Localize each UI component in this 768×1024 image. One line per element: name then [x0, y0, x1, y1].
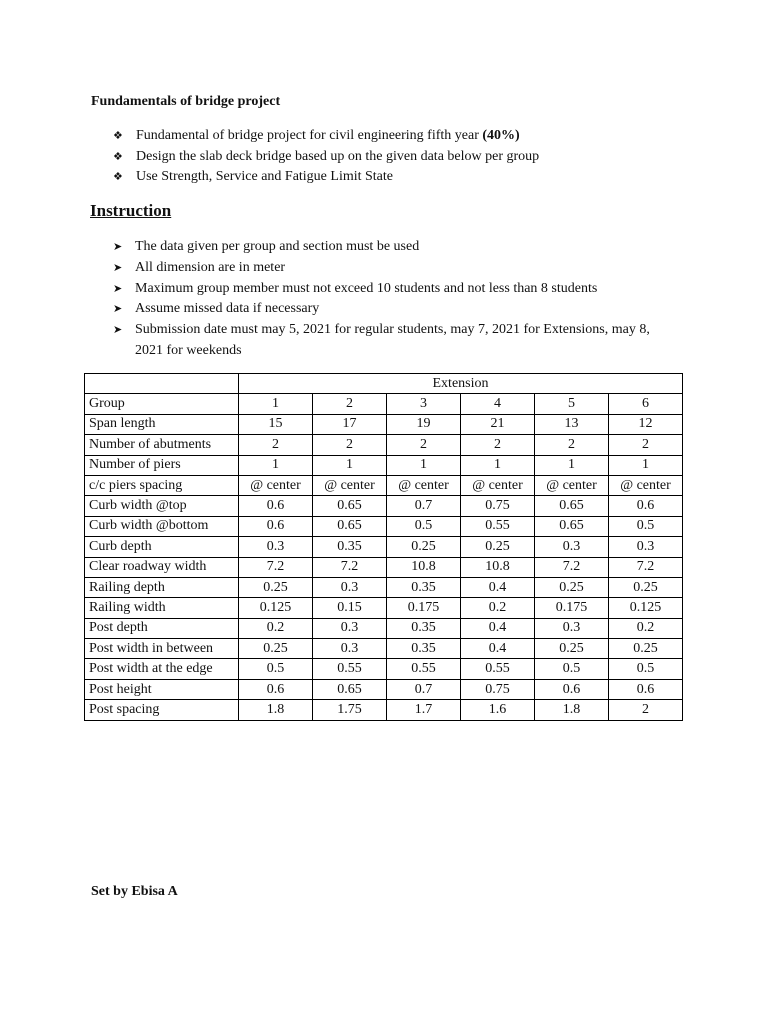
table-cell: 1	[387, 455, 461, 475]
instruction-text: Submission date must may 5, 2021 for regular students, may 7, 2021 for Extensions, may 8, 2021 for weekends	[135, 322, 650, 358]
table-cell: 1.6	[461, 700, 535, 720]
instruction-item	[113, 320, 673, 362]
table-cell: @ center	[387, 475, 461, 495]
table-cell: @ center	[239, 475, 313, 495]
table-cell: 2	[387, 435, 461, 455]
row-label: Curb depth	[85, 537, 239, 557]
arrow-bullet-icon: ➤	[113, 282, 123, 295]
table-cell: 0.55	[387, 659, 461, 679]
table-cell: 0.6	[609, 496, 683, 516]
table-cell: 0.65	[535, 496, 609, 516]
table-cell: 10.8	[387, 557, 461, 577]
table-cell: 0.35	[387, 577, 461, 597]
table-cell: 1.8	[535, 700, 609, 720]
table-cell: 1	[239, 455, 313, 475]
table-cell: 0.5	[609, 659, 683, 679]
table-row	[85, 516, 683, 536]
table-cell: 0.35	[387, 639, 461, 659]
table-cell: 0.175	[535, 598, 609, 618]
arrow-bullet-icon: ➤	[113, 324, 123, 337]
table-cell: 0.4	[461, 618, 535, 638]
table-cell: 17	[313, 414, 387, 434]
author-footer: Set by Ebisa A	[91, 884, 178, 899]
table-cell: 0.7	[387, 496, 461, 516]
table-cell: 0.25	[387, 537, 461, 557]
table-cell: 0.75	[461, 679, 535, 699]
table-cell: 0.75	[461, 496, 535, 516]
table-cell: 7.2	[535, 557, 609, 577]
table-cell: 1.8	[239, 700, 313, 720]
table-cell: 0.65	[313, 496, 387, 516]
row-label: Curb width @top	[85, 496, 239, 516]
table-cell: 0.5	[609, 516, 683, 536]
table-cell: 0.6	[609, 679, 683, 699]
arrow-bullet-icon: ➤	[113, 241, 123, 253]
table-row	[85, 557, 683, 577]
table-cell: 1	[461, 455, 535, 475]
row-label: Post width at the edge	[85, 659, 239, 679]
table-cell: 6	[609, 394, 683, 414]
table-row	[85, 414, 683, 434]
table-cell: @ center	[313, 475, 387, 495]
table-cell: 0.125	[239, 598, 313, 618]
table-cell: 0.35	[387, 618, 461, 638]
row-label: Clear roadway width	[85, 557, 239, 577]
row-label: Span length	[85, 414, 239, 434]
table-cell: 0.3	[609, 537, 683, 557]
arrow-bullet-icon: ➤	[113, 303, 123, 316]
table-row	[85, 679, 683, 699]
table-cell: 0.55	[461, 516, 535, 536]
row-label: Number of abutments	[85, 435, 239, 455]
table-cell: 0.25	[535, 639, 609, 659]
table-row	[85, 496, 683, 516]
table-cell: 0.25	[609, 639, 683, 659]
row-label: Railing width	[85, 598, 239, 618]
table-cell: 4	[461, 394, 535, 414]
table-cell: @ center	[535, 475, 609, 495]
table-cell: 0.5	[535, 659, 609, 679]
table-cell: 0.3	[535, 618, 609, 638]
table-cell: 1	[535, 455, 609, 475]
table-cell: 0.6	[239, 679, 313, 699]
table-row	[85, 639, 683, 659]
document-title: Fundamentals of bridge project	[91, 94, 281, 109]
table-cell: 7.2	[313, 557, 387, 577]
table-row	[85, 700, 683, 720]
objective-item	[113, 147, 539, 168]
table-cell: 0.65	[313, 679, 387, 699]
table-cell: 0.25	[239, 577, 313, 597]
table-cell: 0.25	[535, 577, 609, 597]
instruction-item	[113, 299, 673, 320]
table-cell: 0.55	[461, 659, 535, 679]
objective-text: Fundamental of bridge project for civil engineering fifth year (40%)	[136, 128, 520, 143]
table-cell: 2	[609, 435, 683, 455]
row-label: Post spacing	[85, 700, 239, 720]
table-cell: 0.25	[461, 537, 535, 557]
table-cell: 0.65	[313, 516, 387, 536]
table-cell: 0.5	[387, 516, 461, 536]
instruction-item	[113, 258, 673, 279]
row-label: Post depth	[85, 618, 239, 638]
table-cell: @ center	[609, 475, 683, 495]
table-row	[85, 598, 683, 618]
table-cell: 0.2	[609, 618, 683, 638]
table-cell: 1.75	[313, 700, 387, 720]
table-header-extension: Extension	[239, 374, 683, 394]
table-cell: 5	[535, 394, 609, 414]
diamond-bullet-icon: ❖	[113, 130, 123, 142]
instruction-item	[113, 279, 673, 300]
table-row	[85, 577, 683, 597]
instruction-list	[113, 237, 673, 362]
arrow-bullet-icon: ➤	[113, 261, 123, 274]
table-row	[85, 537, 683, 557]
table-cell: 0.25	[239, 639, 313, 659]
row-label: Number of piers	[85, 455, 239, 475]
table-cell: 0.55	[313, 659, 387, 679]
diamond-bullet-icon: ❖	[113, 171, 123, 183]
instruction-text: Maximum group member must not exceed 10 students and not less than 8 students	[135, 280, 598, 296]
table-cell: 7.2	[609, 557, 683, 577]
row-label: Railing depth	[85, 577, 239, 597]
table-cell: 21	[461, 414, 535, 434]
table-cell: 0.25	[609, 577, 683, 597]
table-cell: 10.8	[461, 557, 535, 577]
table-cell: 19	[387, 414, 461, 434]
table-cell: 15	[239, 414, 313, 434]
table-corner-cell	[85, 374, 239, 394]
table-row	[85, 435, 683, 455]
table-cell: 0.3	[313, 577, 387, 597]
table-cell: 7.2	[239, 557, 313, 577]
table-cell: 3	[387, 394, 461, 414]
instruction-text: All dimension are in meter	[135, 259, 286, 275]
row-label: Post width in between	[85, 639, 239, 659]
table-cell: 0.3	[313, 639, 387, 659]
objectives-list	[113, 126, 539, 188]
table-cell: 2	[609, 700, 683, 720]
instruction-item	[113, 237, 673, 258]
table-row	[85, 455, 683, 475]
row-label: Post height	[85, 679, 239, 699]
objective-item	[113, 167, 539, 188]
objective-text: Design the slab deck bridge based up on the given data below per group	[136, 148, 540, 164]
table-cell: 2	[535, 435, 609, 455]
table-cell: 0.15	[313, 598, 387, 618]
table-cell: 0.65	[535, 516, 609, 536]
row-label: Group	[85, 394, 239, 414]
table-cell: 0.4	[461, 639, 535, 659]
objective-text: Use Strength, Service and Fatigue Limit State	[136, 169, 394, 184]
table-cell: 0.125	[609, 598, 683, 618]
table-cell: 1	[313, 455, 387, 475]
table-row	[85, 394, 683, 414]
instruction-text: The data given per group and section must be used	[135, 239, 420, 254]
table-cell: 0.6	[239, 496, 313, 516]
table-cell: 0.4	[461, 577, 535, 597]
table-cell: 0.7	[387, 679, 461, 699]
table-cell: 0.5	[239, 659, 313, 679]
table-cell: 0.6	[239, 516, 313, 536]
table-header-row	[85, 374, 683, 394]
group-data-table	[84, 373, 683, 721]
table-cell: 0.2	[239, 618, 313, 638]
table-cell: 1.7	[387, 700, 461, 720]
table-cell: 2	[313, 394, 387, 414]
table-cell: 0.35	[313, 537, 387, 557]
table-cell: 0.3	[313, 618, 387, 638]
instruction-text: Assume missed data if necessary	[135, 301, 320, 317]
row-label: c/c piers spacing	[85, 475, 239, 495]
table-cell: 0.6	[535, 679, 609, 699]
table-cell: 0.175	[387, 598, 461, 618]
table-cell: 1	[239, 394, 313, 414]
table-row	[85, 659, 683, 679]
table-cell: 0.3	[535, 537, 609, 557]
table-cell: 0.3	[239, 537, 313, 557]
table-row	[85, 618, 683, 638]
table-cell: 13	[535, 414, 609, 434]
table-cell: 12	[609, 414, 683, 434]
table-cell: 2	[313, 435, 387, 455]
table-cell: 0.2	[461, 598, 535, 618]
table-cell: 2	[461, 435, 535, 455]
table-cell: 1	[609, 455, 683, 475]
objective-item	[113, 126, 539, 147]
table-cell: 2	[239, 435, 313, 455]
row-label: Curb width @bottom	[85, 516, 239, 536]
table-cell: @ center	[461, 475, 535, 495]
diamond-bullet-icon: ❖	[113, 150, 123, 163]
instruction-heading: Instruction	[90, 201, 172, 220]
table-row	[85, 475, 683, 495]
